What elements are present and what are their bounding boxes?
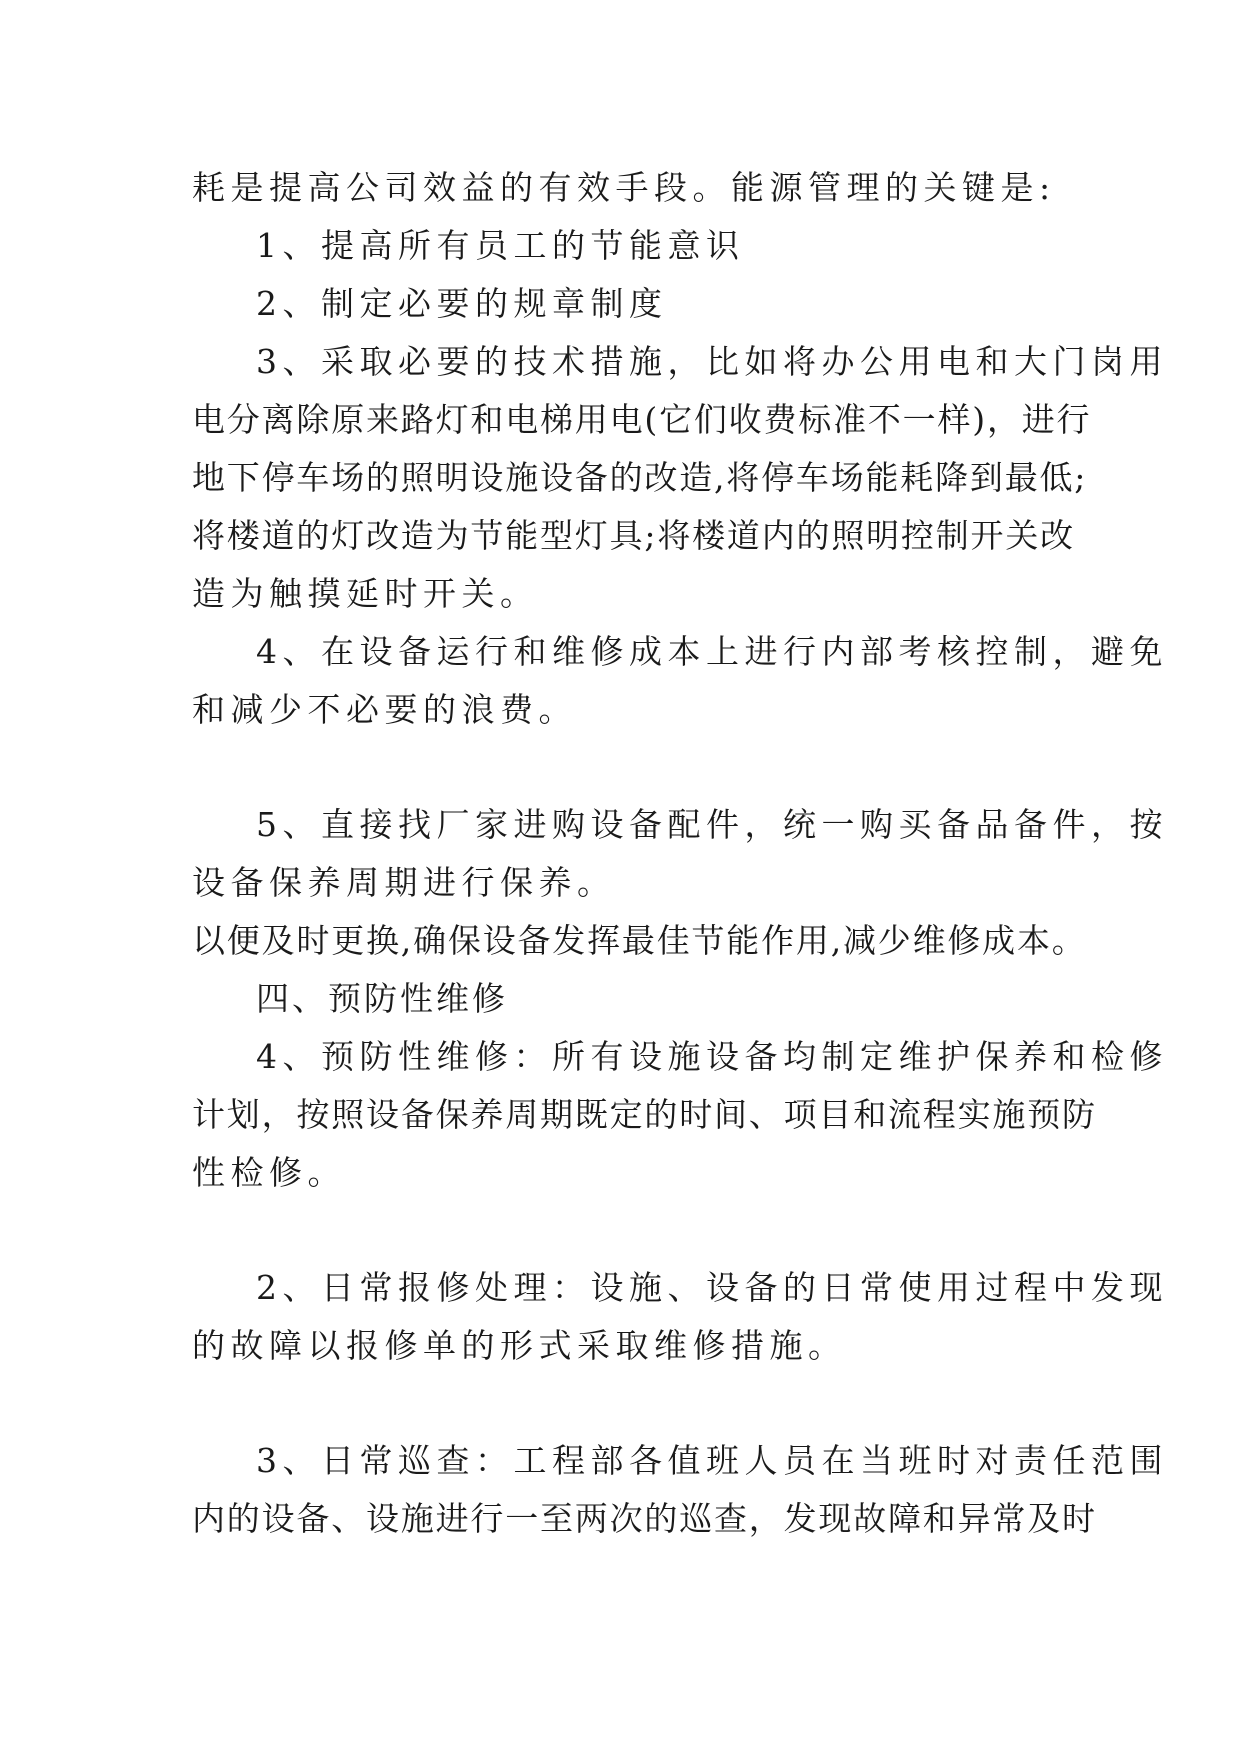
- text-line: 性检修。: [192, 1153, 346, 1192]
- text-line: 电分离除原来路灯和电梯用电(它们收费标准不一样)，进行: [192, 400, 1092, 439]
- list-item: 2、日常报修处理：设施、设备的日常使用过程中发现: [256, 1268, 1168, 1307]
- section-heading: 四、预防性维修: [256, 979, 508, 1018]
- list-item: 5、直接找厂家进购设备配件，统一购买备品备件，按: [256, 805, 1168, 844]
- list-item: 3、采取必要的技术措施，比如将办公用电和大门岗用: [256, 342, 1168, 381]
- text-line: 内的设备、设施进行一至两次的巡查，发现故障和异常及时: [192, 1499, 1097, 1538]
- text-line: 设备保养周期进行保养。: [192, 863, 616, 902]
- list-item: 4、预防性维修：所有设施设备均制定维护保养和检修: [256, 1037, 1168, 1076]
- text-line: 计划，按照设备保养周期既定的时间、项目和流程实施预防: [192, 1095, 1097, 1134]
- text-line: 造为触摸延时开关。: [192, 574, 539, 613]
- list-item: 1、提高所有员工的节能意识: [256, 226, 745, 265]
- text-line: 和减少不必要的浪费。: [192, 690, 577, 729]
- text-line: 将楼道的灯改造为节能型灯具;将楼道内的照明控制开关改: [192, 516, 1075, 555]
- list-item: 2、制定必要的规章制度: [256, 284, 668, 323]
- list-item: 4、在设备运行和维修成本上进行内部考核控制，避免: [256, 632, 1168, 671]
- text-line: 耗是提高公司效益的有效手段。能源管理的关键是:: [192, 168, 1056, 207]
- list-item: 3、日常巡查：工程部各值班人员在当班时对责任范围: [256, 1441, 1168, 1480]
- text-line: 的故障以报修单的形式采取维修措施。: [192, 1326, 847, 1365]
- text-line: 地下停车场的照明设施设备的改造,将停车场能耗降到最低;: [192, 458, 1088, 497]
- text-line: 以便及时更换,确保设备发挥最佳节能作用,减少维修成本。: [192, 921, 1087, 960]
